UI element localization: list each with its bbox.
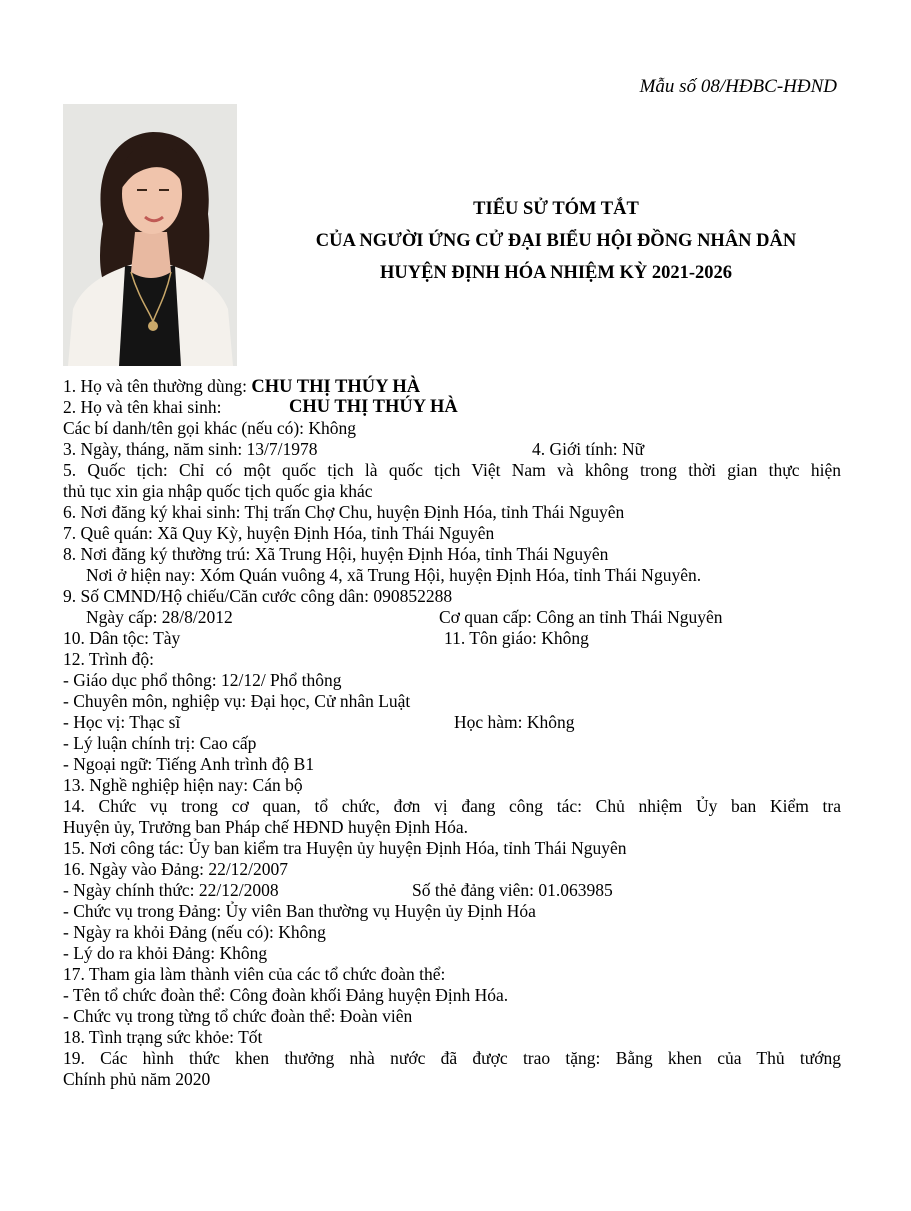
field-position-1: 14. Chức vụ trong cơ quan, tổ chức, đơn vị đang công tác: Chủ nhiệm Ủy ban Kiểm tra <box>63 796 841 816</box>
field-occupation: 13. Nghề nghiệp hiện nay: Cán bộ <box>63 775 303 795</box>
field-birth-date: 3. Ngày, tháng, năm sinh: 13/7/1978 4. Giới tính: Nữ <box>63 439 645 459</box>
field-party-leave-reason: - Lý do ra khỏi Đảng: Không <box>63 943 268 963</box>
field-organizations: 17. Tham gia làm thành viên của các tổ chức đoàn thể: <box>63 964 446 984</box>
field-party-leave-date: - Ngày ra khỏi Đảng (nếu có): Không <box>63 922 326 942</box>
field-nationality-2: thủ tục xin gia nhập quốc tịch quốc gia khác <box>63 481 373 501</box>
field-alias: Các bí danh/tên gọi khác (nếu có): Không <box>63 418 357 438</box>
field-permanent-residence: 8. Nơi đăng ký thường trú: Xã Trung Hội, huyện Định Hóa, tỉnh Thái Nguyên <box>63 544 609 564</box>
field-party-join-date: 16. Ngày vào Đảng: 22/12/2007 <box>63 859 289 879</box>
field-health: 18. Tình trạng sức khỏe: Tốt <box>63 1027 263 1047</box>
biography-content <box>63 376 841 1090</box>
field-id-agency: Cơ quan cấp: Công an tỉnh Thái Nguyên <box>439 607 723 627</box>
title-line-1: TIỂU SỬ TÓM TẮT <box>473 199 639 219</box>
field-organization-role: - Chức vụ trong từng tổ chức đoàn thể: Đoàn viên <box>63 1006 413 1026</box>
field-party-position: - Chức vụ trong Đảng: Ủy viên Ban thường vụ Huyện ủy Định Hóa <box>63 901 536 921</box>
field-birth-name: 2. Họ và tên khai sinh: CHU THỊ THÚY HÀ <box>63 397 458 417</box>
field-education: 12. Trình độ: <box>63 649 154 669</box>
birth-name-value: CHU THỊ THÚY HÀ <box>289 397 458 417</box>
field-organization-name: - Tên tổ chức đoàn thể: Công đoàn khối Đảng huyện Định Hóa. <box>63 985 509 1005</box>
common-name-value: CHU THỊ THÚY HÀ <box>251 377 421 397</box>
field-foreign-language: - Ngoại ngữ: Tiếng Anh trình độ B1 <box>63 754 315 774</box>
field-gender: 4. Giới tính: Nữ <box>532 439 645 459</box>
field-party-card: Số thẻ đảng viên: 01.063985 <box>412 880 613 900</box>
field-religion: 11. Tôn giáo: Không <box>444 628 589 648</box>
title-line-2: CỦA NGƯỜI ỨNG CỬ ĐẠI BIỂU HỘI ĐỒNG NHÂN DÂN <box>315 231 797 251</box>
form-code: Mẫu số 08/HĐBC-HĐND <box>639 76 837 97</box>
field-workplace: 15. Nơi công tác: Ủy ban kiểm tra Huyện ủy huyện Định Hóa, tỉnh Thái Nguyên <box>63 838 627 858</box>
field-degree: - Học vị: Thạc sĩ Học hàm: Không <box>63 712 575 732</box>
field-major: - Chuyên môn, nghiệp vụ: Đại học, Cử nhân Luật <box>63 691 411 711</box>
field-general-education: - Giáo dục phổ thông: 12/12/ Phổ thông <box>63 670 342 690</box>
portrait-photo <box>63 104 237 366</box>
field-academic-title: Học hàm: Không <box>454 712 575 732</box>
field-current-residence: Nơi ở hiện nay: Xóm Quán vuông 4, xã Trung Hội, huyện Định Hóa, tỉnh Thái Nguyên. <box>86 565 702 585</box>
field-position-2: Huyện ủy, Trưởng ban Pháp chế HĐND huyện Định Hóa. <box>63 817 468 837</box>
field-id-number: 9. Số CMND/Hộ chiếu/Căn cước công dân: 090852288 <box>63 586 453 606</box>
title-line-3: HUYỆN ĐỊNH HÓA NHIỆM KỲ 2021-2026 <box>379 263 733 283</box>
field-party-official-date: - Ngày chính thức: 22/12/2008 Số thẻ đảng viên: 01.063985 <box>63 880 613 900</box>
field-nationality-1: 5. Quốc tịch: Chỉ có một quốc tịch là quốc tịch Việt Nam và không trong thời gian thực hiện <box>63 460 841 480</box>
field-political-theory: - Lý luận chính trị: Cao cấp <box>63 733 257 753</box>
field-birth-registration: 6. Nơi đăng ký khai sinh: Thị trấn Chợ Chu, huyện Định Hóa, tỉnh Thái Nguyên <box>63 502 625 522</box>
field-awards-1: 19. Các hình thức khen thưởng nhà nước đã được trao tặng: Bằng khen của Thủ tướng <box>63 1048 841 1068</box>
field-hometown: 7. Quê quán: Xã Quy Kỳ, huyện Định Hóa, tỉnh Thái Nguyên <box>63 523 495 543</box>
field-ethnicity: 10. Dân tộc: Tày 11. Tôn giáo: Không <box>63 628 589 648</box>
document-title <box>236 193 876 289</box>
field-common-name: 1. Họ và tên thường dùng: CHU THỊ THÚY HÀ <box>63 376 421 397</box>
field-id-issue: Ngày cấp: 28/8/2012 Cơ quan cấp: Công an tỉnh Thái Nguyên <box>86 607 723 627</box>
field-awards-2: Chính phủ năm 2020 <box>63 1069 211 1089</box>
